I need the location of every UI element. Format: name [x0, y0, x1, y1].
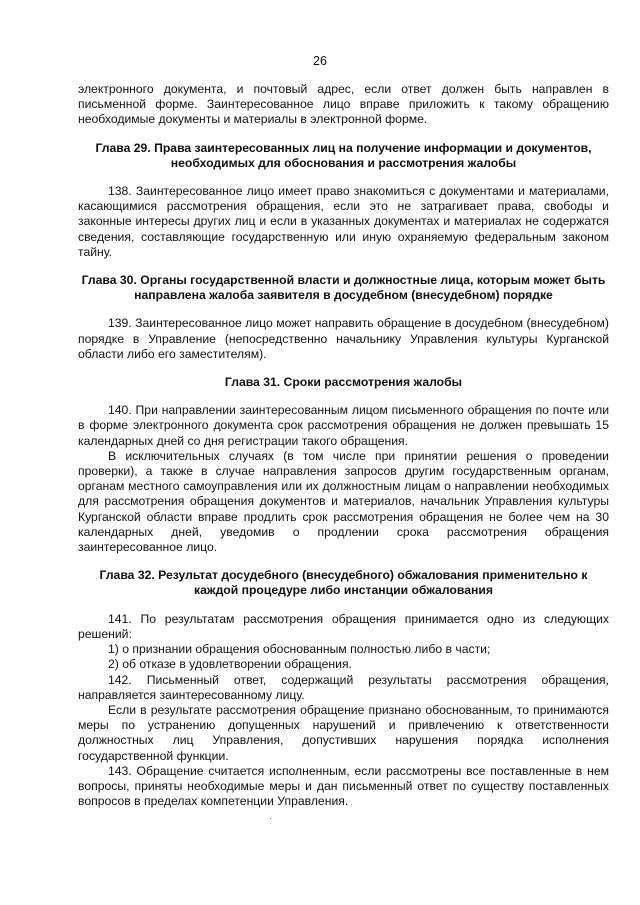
paragraph-142: 142. Письменный ответ, содержащий результаты рассмотрения обращения, направляется заинтересованному лицу. [78, 672, 609, 702]
paragraph-141-item-1: 1) о признании обращения обоснованным полностью либо в части; [108, 642, 491, 657]
paragraph-139: 139. Заинтересованное лицо может направить обращение в досудебном (внесудебном) порядке в Управление (непосредственно начальнику Управления культуры Курганской области либо его заместителям). [78, 316, 609, 361]
page-number: 26 [313, 54, 327, 68]
chapter-29-heading: Глава 29. Права заинтересованных лиц на получение информации и документов, необходимых для обоснования и рассмотрения жалобы [95, 140, 592, 170]
paragraph-141: 141. По результатам рассмотрения обращения принимается одно из следующих решений: [78, 611, 609, 641]
chapter-31-heading: Глава 31. Сроки рассмотрения жалобы [224, 375, 463, 390]
paragraph-continuation: электронного документа, и почтовый адрес, если ответ должен быть направлен в письменной форме. Заинтересованное лицо вправе приложить к такому обращению необходимые документы и материалы в электронной форме. [78, 82, 609, 127]
chapter-32-heading: Глава 32. Результат досудебного (внесудебного) обжалования применительно к каждой процедуре либо инстанции обжалования [99, 568, 588, 598]
paragraph-143: 143. Обращение считается исполненным, если рассмотрены все поставленные в нем вопросы, приняты необходимые меры и дан письменный ответ по существу поставленных вопросов в пределах компетенции Управления. [78, 763, 609, 809]
scan-speck [270, 818, 271, 819]
paragraph-142-continued: Если в результате рассмотрения обращение признано обоснованным, то принимаются меры по устранению допущенных нарушений и привлечению к ответственности должностных лиц Управления, допустивших нарушения порядка исполнения государственной функции. [78, 702, 609, 763]
chapter-30-heading: Глава 30. Органы государственной власти и должностные лица, которым может быть направлена жалоба заявителя в досудебном (внесудебном) порядке [81, 273, 606, 303]
paragraph-140-continued: В исключительных случаях (в том числе при принятии решения о проведении проверки), а также в случае направления запросов другим государственным органам, органам местного самоуправления или их должностным лицам о направлении необходимых для рассмотрения обращения документов и материалов, начальник Управления культуры Курганской области вправе продлить срок рассмотрения обращения не более чем на 30 календарных дней, уведомив о продлении срока рассмотрения обращения заинтересованное лицо. [78, 448, 609, 555]
document-body [78, 82, 609, 809]
paragraph-138: 138. Заинтересованное лицо имеет право знакомиться с документами и материалами, касающимися рассмотрения обращения, если это не затрагивает права, свободы и законные интересы других лиц и если в указанных документах и материалах не содержатся сведения, составляющие государственную или иную охраняемую федеральным законом тайну. [78, 184, 609, 259]
paragraph-140: 140. При направлении заинтересованным лицом письменного обращения по почте или в форме электронного документа срок рассмотрения обращения не должен превышать 15 календарных дней со дня регистрации такого обращения. [78, 403, 609, 448]
paragraph-141-item-2: 2) об отказе в удовлетворении обращения. [108, 657, 352, 672]
